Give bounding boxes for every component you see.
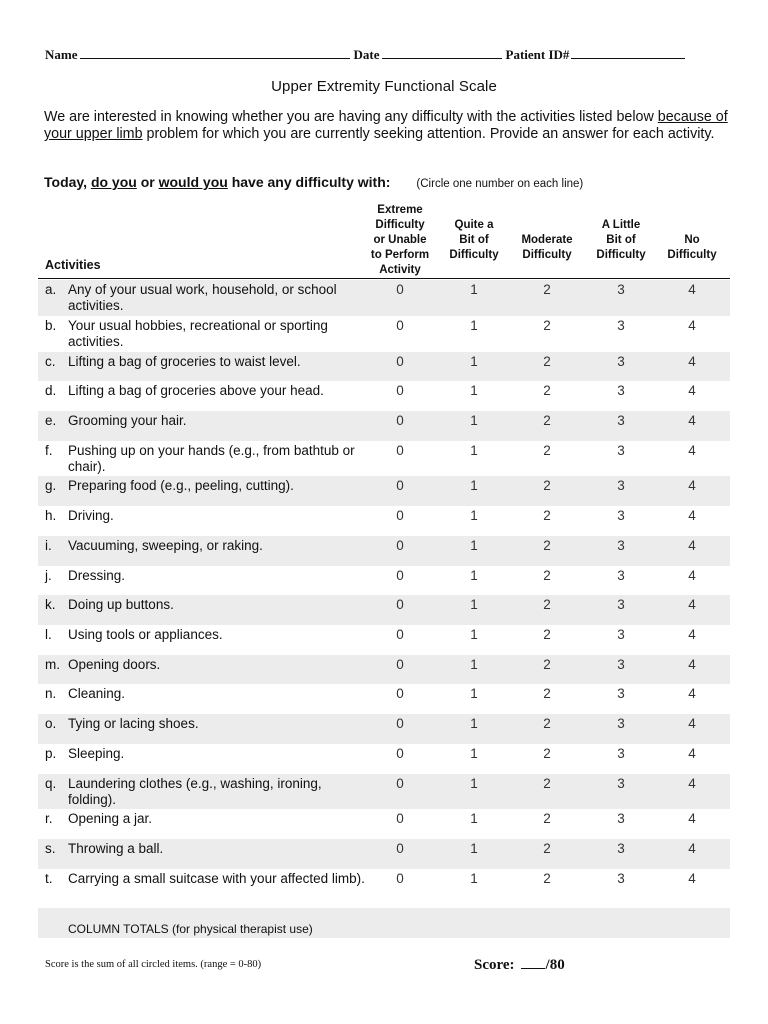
rating-option-3[interactable]: 3	[617, 597, 625, 612]
rating-option-2[interactable]: 2	[543, 413, 551, 428]
rating-option-1[interactable]: 1	[470, 568, 478, 583]
activity-row	[38, 714, 730, 744]
rating-option-0[interactable]: 0	[396, 282, 404, 297]
rating-option-3[interactable]: 3	[617, 841, 625, 856]
score-blank[interactable]	[521, 955, 545, 969]
activity-letter: n.	[45, 686, 57, 701]
activity-text: Carrying a small suitcase with your affected limb).	[68, 871, 365, 886]
rating-option-1[interactable]: 1	[470, 478, 478, 493]
column-header-line: Quite a	[454, 219, 494, 231]
activity-row	[38, 744, 730, 774]
circle-instruction: (Circle one number on each line)	[416, 178, 584, 190]
activity-text: Dressing.	[68, 568, 126, 583]
score-label: Score:	[474, 957, 515, 973]
activity-letter: p.	[45, 746, 57, 761]
score-note: Score is the sum of all circled items. (range = 0-80)	[45, 959, 262, 970]
rating-option-1[interactable]: 1	[470, 318, 478, 333]
rating-option-0[interactable]: 0	[396, 478, 404, 493]
rating-option-2[interactable]: 2	[543, 811, 551, 826]
activity-letter: q.	[45, 776, 57, 791]
column-totals-label: COLUMN TOTALS (for physical therapist use)	[68, 922, 313, 936]
rating-option-3[interactable]: 3	[617, 443, 625, 458]
rating-option-4[interactable]: 4	[688, 383, 696, 398]
activity-row	[38, 774, 730, 809]
rating-option-2[interactable]: 2	[543, 508, 551, 523]
column-header-line: Bit of	[606, 234, 636, 246]
activity-row	[38, 280, 730, 316]
activity-text: Opening a jar.	[68, 811, 153, 826]
activity-letter: a.	[45, 282, 57, 297]
rating-option-4[interactable]: 4	[688, 716, 696, 731]
rating-option-1[interactable]: 1	[470, 354, 478, 369]
rating-option-2[interactable]: 2	[543, 716, 551, 731]
rating-option-4[interactable]: 4	[688, 811, 696, 826]
rating-option-4[interactable]: 4	[688, 413, 696, 428]
activity-text: Lifting a bag of groceries to waist level.	[68, 354, 301, 369]
activity-letter: b.	[45, 318, 57, 333]
rating-option-1[interactable]: 1	[470, 597, 478, 612]
patient-id-label: Patient ID#	[505, 47, 570, 62]
rating-option-3[interactable]: 3	[617, 413, 625, 428]
question-do-you: do you	[90, 174, 137, 190]
rating-option-4[interactable]: 4	[688, 686, 696, 701]
rating-option-3[interactable]: 3	[617, 746, 625, 761]
activity-row	[38, 595, 730, 625]
rating-option-3[interactable]: 3	[617, 478, 625, 493]
rating-option-1[interactable]: 1	[470, 413, 478, 428]
rating-option-3[interactable]: 3	[617, 627, 625, 642]
date-label: Date	[353, 47, 380, 62]
rating-option-1[interactable]: 1	[470, 383, 478, 398]
rating-option-4[interactable]: 4	[688, 282, 696, 297]
activity-text: Opening doors.	[68, 657, 161, 672]
rating-option-1[interactable]: 1	[470, 811, 478, 826]
rating-option-4[interactable]: 4	[688, 841, 696, 856]
rating-option-0[interactable]: 0	[396, 686, 404, 701]
activity-row	[38, 536, 730, 566]
rating-option-2[interactable]: 2	[543, 538, 551, 553]
rating-option-1[interactable]: 1	[470, 657, 478, 672]
question-would-you: would you	[158, 174, 228, 190]
rating-option-4[interactable]: 4	[688, 657, 696, 672]
date-field[interactable]	[382, 46, 502, 59]
question-part-1: Today,	[44, 174, 91, 190]
activity-text: Grooming your hair.	[68, 413, 187, 428]
rating-option-0[interactable]: 0	[396, 811, 404, 826]
form-title: Upper Extremity Functional Scale	[271, 78, 497, 95]
rating-option-0[interactable]: 0	[396, 746, 404, 761]
rating-option-0[interactable]: 0	[396, 597, 404, 612]
column-header-0	[364, 203, 436, 278]
rating-option-4[interactable]: 4	[688, 776, 696, 791]
header-rule	[38, 278, 730, 279]
activity-text: Cleaning.	[68, 686, 126, 701]
rating-option-1[interactable]: 1	[470, 627, 478, 642]
column-header-line: Difficulty	[667, 249, 717, 261]
activity-row	[38, 476, 730, 506]
column-header-1	[444, 218, 504, 263]
name-label: Name	[45, 47, 78, 62]
activity-row	[38, 869, 730, 907]
rating-option-0[interactable]: 0	[396, 776, 404, 791]
column-header-line: No	[684, 234, 700, 246]
column-header-line: Bit of	[459, 234, 489, 246]
question-part-3: or	[136, 174, 159, 190]
rating-option-1[interactable]: 1	[470, 538, 478, 553]
intro-underlined: because of your upper limb	[44, 109, 728, 142]
score-field	[474, 955, 565, 974]
rating-option-2[interactable]: 2	[543, 597, 551, 612]
rating-option-3[interactable]: 3	[617, 568, 625, 583]
rating-option-0[interactable]: 0	[396, 568, 404, 583]
rating-option-2[interactable]: 2	[543, 657, 551, 672]
column-header-line: Extreme	[377, 204, 423, 216]
rating-option-1[interactable]: 1	[470, 686, 478, 701]
rating-option-4[interactable]: 4	[688, 508, 696, 523]
activity-text: Throwing a ball.	[68, 841, 164, 856]
rating-option-1[interactable]: 1	[470, 841, 478, 856]
rating-option-0[interactable]: 0	[396, 354, 404, 369]
rating-option-1[interactable]: 1	[470, 776, 478, 791]
rating-option-2[interactable]: 2	[543, 354, 551, 369]
activity-letter: j.	[45, 568, 52, 583]
score-max: /80	[545, 957, 565, 973]
rating-option-3[interactable]: 3	[617, 383, 625, 398]
column-header-line: Difficulty	[522, 249, 572, 261]
rating-option-3[interactable]: 3	[617, 686, 625, 701]
activity-row	[38, 506, 730, 536]
rating-option-0[interactable]: 0	[396, 627, 404, 642]
column-header-line: Activity	[379, 264, 421, 276]
activity-letter: o.	[45, 716, 57, 731]
rating-option-2[interactable]: 2	[543, 282, 551, 297]
rating-option-4[interactable]: 4	[688, 627, 696, 642]
activity-text: Using tools or appliances.	[68, 627, 223, 642]
patient-info-line	[45, 46, 725, 63]
rating-option-4[interactable]: 4	[688, 746, 696, 761]
rating-option-3[interactable]: 3	[617, 318, 625, 333]
column-header-line: Difficulty	[449, 249, 499, 261]
activity-text: Vacuuming, sweeping, or raking.	[68, 538, 263, 553]
rating-option-2[interactable]: 2	[543, 383, 551, 398]
rating-option-2[interactable]: 2	[543, 686, 551, 701]
question-line	[44, 174, 734, 190]
intro-text-2: problem for which you are currently seeking attention. Provide an answer for each activity.	[142, 126, 715, 142]
activity-row	[38, 625, 730, 655]
rating-option-1[interactable]: 1	[470, 716, 478, 731]
activity-letter: c.	[45, 354, 56, 369]
activity-text: Pushing up on your hands (e.g., from bathtub or chair).	[68, 443, 355, 474]
rating-option-2[interactable]: 2	[543, 627, 551, 642]
rating-option-1[interactable]: 1	[470, 508, 478, 523]
rating-option-3[interactable]: 3	[617, 354, 625, 369]
column-header-line: or Unable	[373, 234, 427, 246]
activity-letter: e.	[45, 413, 57, 428]
activity-letter: t.	[45, 871, 53, 886]
activity-row	[38, 352, 730, 381]
rating-option-3[interactable]: 3	[617, 871, 625, 886]
activity-text: Laundering clothes (e.g., washing, ironing, folding).	[68, 776, 322, 807]
rating-option-2[interactable]: 2	[543, 841, 551, 856]
column-totals-row	[38, 908, 730, 938]
rating-option-4[interactable]: 4	[688, 354, 696, 369]
rating-option-0[interactable]: 0	[396, 443, 404, 458]
rating-option-0[interactable]: 0	[396, 383, 404, 398]
activity-row	[38, 839, 730, 869]
activity-letter: l.	[45, 627, 52, 642]
rating-option-4[interactable]: 4	[688, 443, 696, 458]
rating-option-1[interactable]: 1	[470, 443, 478, 458]
rating-option-3[interactable]: 3	[617, 811, 625, 826]
activities-column-header: Activities	[45, 258, 101, 272]
name-field[interactable]	[80, 46, 350, 59]
activity-letter: h.	[45, 508, 57, 523]
activity-text: Your usual hobbies, recreational or sporting activities.	[68, 318, 328, 349]
rating-option-3[interactable]: 3	[617, 538, 625, 553]
column-header-line: Difficulty	[375, 219, 425, 231]
intro-paragraph	[44, 109, 734, 143]
rating-option-1[interactable]: 1	[470, 871, 478, 886]
rating-option-0[interactable]: 0	[396, 508, 404, 523]
activity-row	[38, 441, 730, 476]
activity-text: Preparing food (e.g., peeling, cutting).	[68, 478, 294, 493]
activity-letter: g.	[45, 478, 57, 493]
intro-text-1: We are interested in knowing whether you are having any difficulty with the activities listed below	[44, 109, 658, 125]
rating-option-2[interactable]: 2	[543, 746, 551, 761]
patient-id-field[interactable]	[571, 46, 685, 59]
rating-option-0[interactable]: 0	[396, 318, 404, 333]
rating-option-1[interactable]: 1	[470, 746, 478, 761]
rating-option-4[interactable]: 4	[688, 538, 696, 553]
activity-row	[38, 411, 730, 441]
activity-letter: m.	[45, 657, 60, 672]
rating-option-4[interactable]: 4	[688, 478, 696, 493]
rating-option-3[interactable]: 3	[617, 282, 625, 297]
rating-option-2[interactable]: 2	[543, 568, 551, 583]
rating-option-2[interactable]: 2	[543, 318, 551, 333]
rating-option-0[interactable]: 0	[396, 657, 404, 672]
activity-row	[38, 655, 730, 684]
activity-letter: s.	[45, 841, 56, 856]
activity-row	[38, 566, 730, 595]
rating-option-3[interactable]: 3	[617, 657, 625, 672]
rating-option-4[interactable]: 4	[688, 597, 696, 612]
rating-option-2[interactable]: 2	[543, 871, 551, 886]
rating-option-3[interactable]: 3	[617, 776, 625, 791]
question-part-5: have any difficulty with:	[227, 174, 391, 190]
activity-text: Any of your usual work, household, or school activities.	[68, 282, 337, 313]
activity-text: Doing up buttons.	[68, 597, 174, 612]
activity-letter: r.	[45, 811, 53, 826]
column-header-4	[661, 233, 723, 263]
column-header-line: A Little	[601, 219, 641, 231]
activity-row	[38, 809, 730, 839]
rating-option-2[interactable]: 2	[543, 478, 551, 493]
column-header-line: Moderate	[521, 234, 573, 246]
column-header-line: Difficulty	[596, 249, 646, 261]
activity-row	[38, 316, 730, 352]
activity-text: Tying or lacing shoes.	[68, 716, 199, 731]
rating-option-3[interactable]: 3	[617, 716, 625, 731]
column-header-3	[590, 218, 652, 263]
activity-row	[38, 381, 730, 411]
rating-option-0[interactable]: 0	[396, 841, 404, 856]
rating-option-4[interactable]: 4	[688, 871, 696, 886]
rating-option-0[interactable]: 0	[396, 871, 404, 886]
rating-option-4[interactable]: 4	[688, 318, 696, 333]
activity-text: Lifting a bag of groceries above your head.	[68, 383, 324, 398]
rating-option-0[interactable]: 0	[396, 413, 404, 428]
rating-option-2[interactable]: 2	[543, 776, 551, 791]
rating-option-1[interactable]: 1	[470, 282, 478, 297]
activity-letter: k.	[45, 597, 56, 612]
rating-option-3[interactable]: 3	[617, 508, 625, 523]
column-header-2	[512, 233, 582, 263]
rating-option-4[interactable]: 4	[688, 568, 696, 583]
activity-letter: i.	[45, 538, 52, 553]
column-header-line: to Perform	[370, 249, 430, 261]
rating-option-0[interactable]: 0	[396, 538, 404, 553]
activity-text: Driving.	[68, 508, 114, 523]
activity-row	[38, 684, 730, 714]
activity-text: Sleeping.	[68, 746, 125, 761]
rating-option-0[interactable]: 0	[396, 716, 404, 731]
rating-option-2[interactable]: 2	[543, 443, 551, 458]
activity-letter: f.	[45, 443, 53, 458]
activity-letter: d.	[45, 383, 57, 398]
